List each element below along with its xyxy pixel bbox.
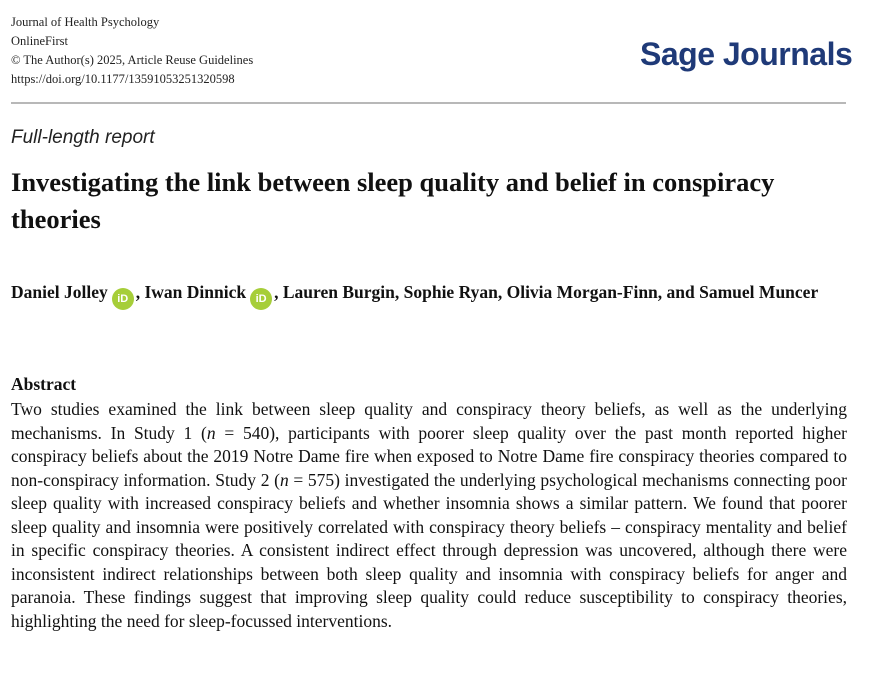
sample-size-symbol: n: [279, 469, 289, 490]
doi-link[interactable]: https://doi.org/10.1177/13591053251320598: [11, 72, 235, 86]
orcid-icon[interactable]: iD: [250, 288, 272, 310]
abstract-segment: Two studies examined the link between sleep quality and conspiracy theory beliefs, as well as the underlying mechanisms. In Study 1 (: [11, 399, 847, 443]
author-separator: ,: [135, 282, 145, 302]
publication-status: OnlineFirst: [11, 34, 68, 48]
article-title: Investigating the link between sleep quality and belief in conspiracy theories: [11, 167, 775, 234]
abstract-segment: = 575) investigated the underlying psychological mechanisms connecting poor sleep quality with increased conspiracy beliefs and whether insomnia shows a similar pattern. We found that poorer sleep quality and insomnia were positively correlated with conspiracy theory beliefs – conspiracy mentality and belief in specific conspiracy theories. A consistent indirect effect through depression was uncovered, although there were inconsistent indirect relationships between both sleep quality and insomnia with conspiracy beliefs for anger and paranoia. These findings suggest that improving sleep quality could reduce susceptibility to conspiracy theories, highlighting the need for sleep-focussed interventions.: [11, 469, 847, 631]
author-separator: ,: [394, 282, 404, 302]
author-name[interactable]: Samuel Muncer: [699, 282, 819, 302]
author-name[interactable]: Iwan Dinnick: [144, 282, 247, 302]
author-list: [11, 278, 841, 310]
author-separator: , and: [657, 282, 700, 302]
abstract-segment: = 540), participants with poorer sleep quality over the past month reported higher conspiracy beliefs about the 2019 Notre Dame fire when exposed to Notre Dame fire conspiracy theories compared to non-conspiracy information. Study 2 (: [11, 422, 848, 490]
copyright-notice[interactable]: © The Author(s) 2025, Article Reuse Guidelines: [11, 53, 254, 67]
abstract-text: [11, 398, 847, 633]
sample-size-symbol: n: [206, 422, 216, 443]
author-name[interactable]: Olivia Morgan-Finn: [506, 282, 658, 302]
abstract-heading: Abstract: [11, 374, 77, 394]
journal-name[interactable]: Journal of Health Psychology: [11, 15, 160, 29]
author-name[interactable]: Daniel Jolley: [11, 282, 108, 302]
sage-journals-logo[interactable]: Sage Journals: [640, 36, 853, 72]
orcid-icon[interactable]: iD: [112, 288, 134, 310]
article-type: Full-length report: [11, 127, 155, 148]
author-separator: ,: [497, 282, 507, 302]
author-separator: ,: [274, 282, 283, 302]
author-name[interactable]: Sophie Ryan: [403, 282, 498, 302]
journal-metadata: [11, 13, 253, 89]
header-divider: [11, 102, 846, 104]
author-name[interactable]: Lauren Burgin: [282, 282, 395, 302]
